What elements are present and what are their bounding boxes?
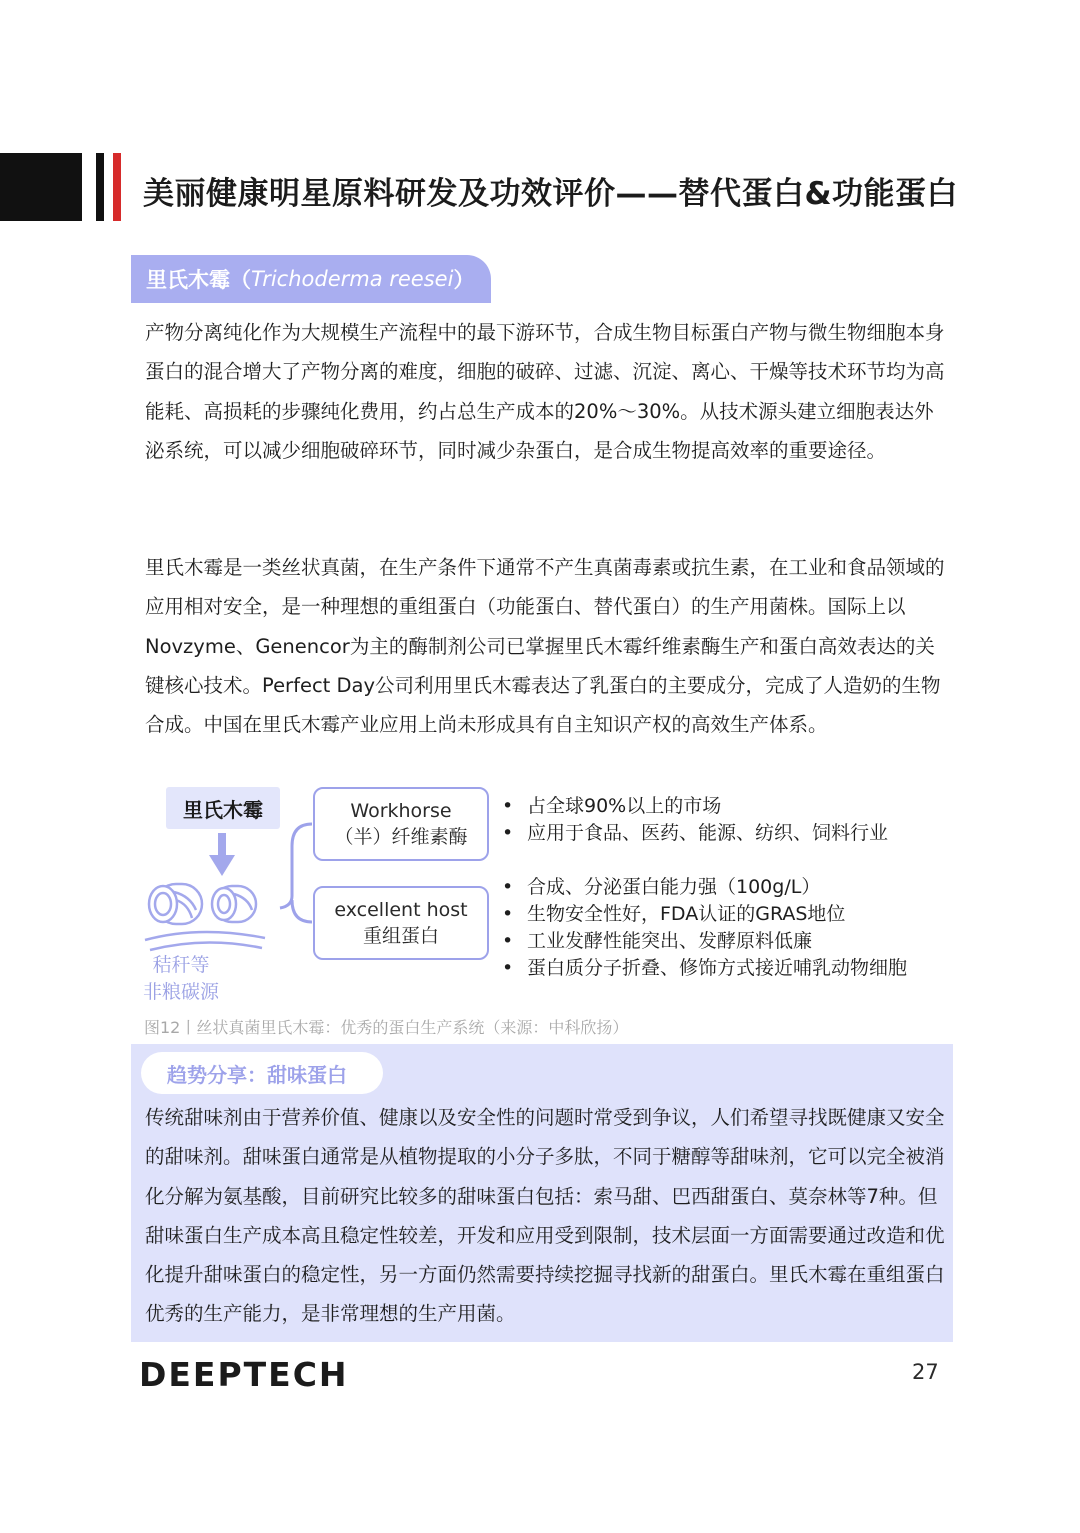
list-item: • 合成、分泌蛋白能力强（100g/L）: [500, 874, 970, 901]
straw-label-line2: 非粮碳源: [142, 981, 219, 1003]
host-box-line1: excellent host: [334, 899, 468, 921]
section-tab-latin-name: Trichoderma reesei: [251, 267, 454, 291]
body-paragraph-1: 产物分离纯化作为大规模生产流程中的最下游环节，合成生物目标蛋白产物与微生物细胞本身蛋白的混合增大了产物分离的难度，细胞的破碎、过滤、沉淀、离心、干燥等技术环节均为高能耗、高损耗的步骤纯化费用，约占总生产成本的20%～30%。从技术源头建立细胞表达外泌系统，可以减少细胞破碎环节，同时减少杂蛋白，是合成生物提高效率的重要途径。: [145, 321, 945, 462]
deeptech-logo: DEEPTECH: [139, 1355, 349, 1394]
list-item: • 蛋白质分子折叠、修饰方式接近哺乳动物细胞: [500, 955, 970, 982]
down-arrow-icon: [209, 833, 235, 876]
page-title: 美丽健康明星原料研发及功效评价——替代蛋白&功能蛋白: [143, 176, 959, 212]
section-tab-label: 里氏木霉（: [146, 268, 251, 292]
host-box-line2: 重组蛋白: [362, 925, 439, 947]
list-item: • 生物安全性好，FDA认证的GRAS地位: [500, 901, 970, 928]
straw-label-line1: 秸秆等: [152, 954, 210, 976]
list-item: • 工业发酵性能突出、发酵原料低廉: [500, 928, 970, 955]
straw-bale-icon: [145, 884, 265, 950]
figure-caption: 图12丨丝状真菌里氏木霉：优秀的蛋白生产系统（来源：中科欣扬）: [144, 1018, 629, 1037]
host-bullet-list: [500, 874, 970, 982]
trend-label-pill: 趋势分享：甜味蛋白: [141, 1052, 383, 1094]
list-item: • 占全球90%以上的市场: [500, 793, 970, 820]
body-paragraph-2: 里氏木霉是一类丝状真菌，在生产条件下通常不产生真菌毒素或抗生素，在工业和食品领域的应用相对安全，是一种理想的重组蛋白（功能蛋白、替代蛋白）的生产用菌株。国际上以Novzyme、Genencor为主的酶制剂公司已掌握里氏木霉纤维素酶生产和蛋白高效表达的关键核心技术。Perfect Day公司利用里氏木霉表达了乳蛋白的主要成分，完成了人造奶的生物合成。中国在里氏木霉产业应用上尚未形成具有自主知识产权的高效生产体系。: [145, 556, 945, 737]
workhorse-box: [313, 787, 489, 861]
workhorse-box-line2: （半）纤维素酶: [334, 826, 468, 848]
workhorse-bullet-list: [500, 793, 970, 847]
section-tab-label-end: ）: [453, 268, 475, 292]
trend-paragraph: 传统甜味剂由于营养价值、健康以及安全性的问题时常受到争议，人们希望寻找既健康又安全的甜味剂。甜味蛋白通常是从植物提取的小分子多肽，不同于糖醇等甜味剂，它可以完全被消化分解为氨基酸，目前研究比较多的甜味蛋白包括：索马甜、巴西甜蛋白、莫奈林等7种。但甜味蛋白生产成本高且稳定性较差，开发和应用受到限制，技术层面一方面需要通过改造和优化提升甜味蛋白的稳定性，另一方面仍然需要持续挖掘寻找新的甜蛋白。里氏木霉在重组蛋白优秀的生产能力，是非常理想的生产用菌。: [145, 1106, 945, 1326]
diagram-source-label: 里氏木霉: [166, 787, 280, 829]
bracket-connector: [280, 824, 312, 922]
workhorse-box-line1: Workhorse: [350, 800, 452, 822]
list-item: • 应用于食品、医药、能源、纺织、饲料行业: [500, 820, 970, 847]
straw-label: [136, 952, 226, 1006]
page-number: 27: [912, 1360, 939, 1384]
host-box: [313, 886, 489, 960]
